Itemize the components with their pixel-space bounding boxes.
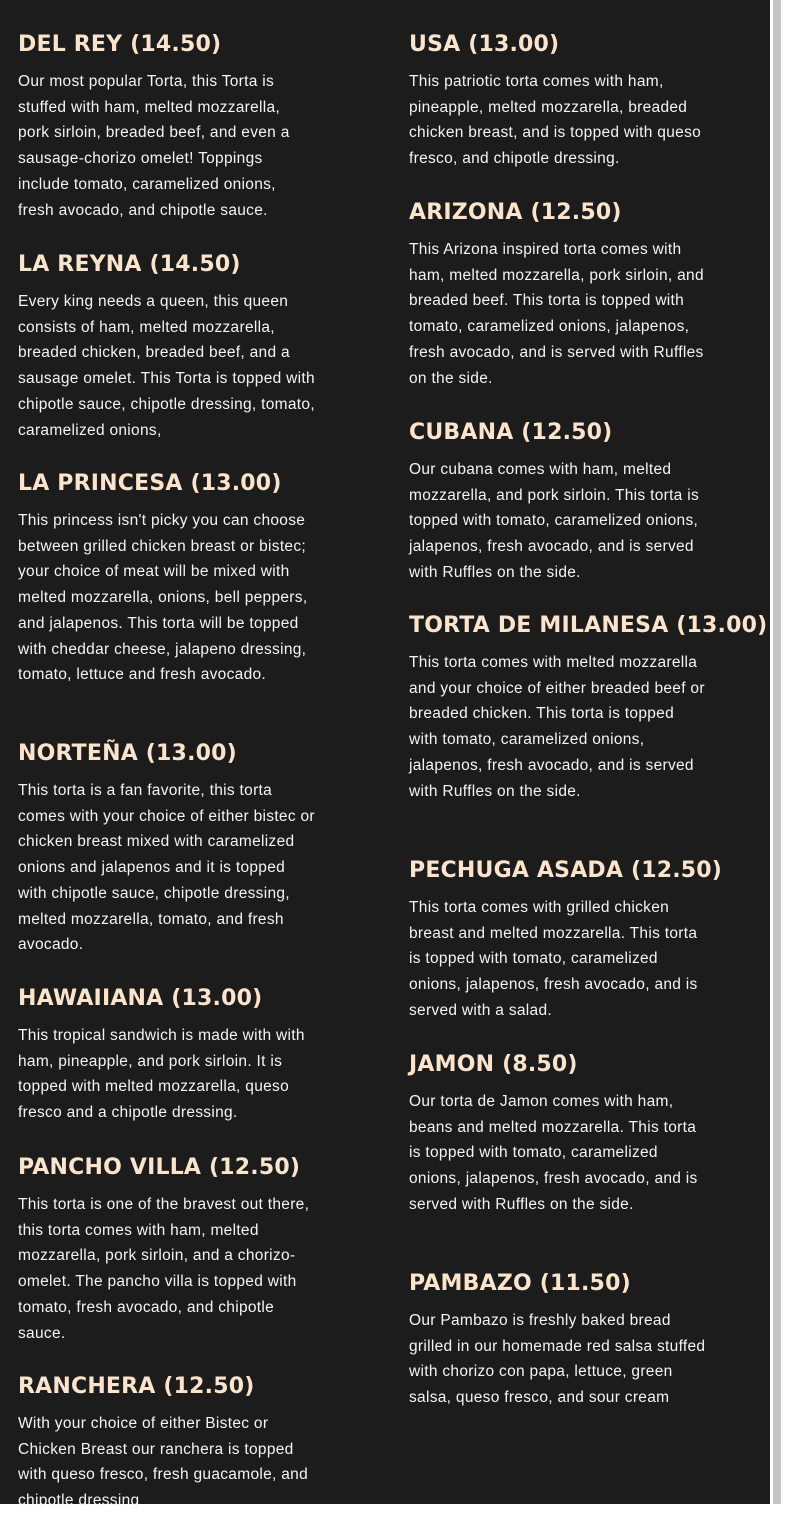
menu-item-pambazo (409, 1269, 707, 1411)
menu-item-del-rey (18, 30, 316, 223)
menu-item-pancho-villa (18, 1153, 316, 1346)
menu-item-title: RANCHERA (12.50) (18, 1374, 255, 1399)
menu-item-description: This torta is one of the bravest out there, this torta comes with ham, melted mozzarella, pork sirloin, and a chorizo-omelet. The pancho villa is topped with tomato, fresh avocado, and chipotle sauce. (18, 1196, 310, 1342)
menu-item-description: This Arizona inspired torta comes with ham, melted mozzarella, pork sirloin, and breaded beef. This torta is topped with tomato, caramelized onions, jalapenos, fresh avocado, and is served with Ruffles on the side. (409, 241, 704, 387)
menu-item-description: This tropical sandwich is made with with ham, pineapple, and pork sirloin. It is topped with melted mozzarella, queso fresco and a chipotle dressing. (18, 1027, 305, 1122)
menu-item-description: This torta comes with melted mozzarella and your choice of either breaded beef or breaded chicken. This torta is topped with tomato, caramelized onions, jalapenos, fresh avocado, and is served with Ruffles on the side. (409, 654, 705, 800)
menu-item-title: NORTEÑA (13.00) (18, 741, 237, 766)
menu-item-usa (409, 30, 707, 172)
menu-item-nortena (18, 739, 316, 958)
menu-item-ranchera (18, 1372, 316, 1514)
menu-item-title: PECHUGA ASADA (12.50) (409, 858, 723, 883)
menu-item-description: Our Pambazo is freshly baked bread grilled in our homemade red salsa stuffed with chorizo con papa, lettuce, green salsa, queso fresco, and sour cream (409, 1312, 706, 1407)
menu-item-title: LA PRINCESA (13.00) (18, 471, 282, 496)
menu-item-description: With your choice of either Bistec or Chicken Breast our ranchera is topped with queso fresco, fresh guacamole, and chipotle dressing (18, 1415, 308, 1510)
menu-item-description: Our most popular Torta, this Torta is stuffed with ham, melted mozzarella, pork sirloin, breaded beef, and even a sausage-chorizo omelet! Toppings include tomato, caramelized onions, fresh avocado, and chipotle sauce. (18, 73, 290, 219)
menu-item-description: This patriotic torta comes with ham, pineapple, melted mozzarella, breaded chicken breast, and is topped with queso fresco, and chipotle dressing. (409, 73, 702, 168)
menu-item-la-reyna (18, 250, 316, 443)
menu-item-jamon (409, 1050, 707, 1218)
menu-item-arizona (409, 198, 707, 391)
menu-item-la-princesa (18, 469, 316, 688)
menu-item-title: USA (13.00) (409, 32, 560, 57)
menu-item-title: TORTA DE MILANESA (13.00) (409, 613, 768, 638)
scrollbar-thumb[interactable] (773, 0, 781, 1504)
menu-item-title: ARIZONA (12.50) (409, 200, 622, 225)
menu-item-description: This princess isn't picky you can choose between grilled chicken breast or bistec; your choice of meat will be mixed with melted mozzarella, onions, bell peppers, and jalapenos. This torta will be topped with cheddar cheese, jalapeno dressing, tomato, lettuce and fresh avocado. (18, 512, 308, 684)
menu-item-description: This torta is a fan favorite, this torta comes with your choice of either bistec or chicken breast mixed with caramelized onions and jalapenos and it is topped with chipotle sauce, chipotle dressing, melted mozzarella, tomato, and fresh avocado. (18, 782, 315, 954)
menu-item-hawaiiana (18, 984, 316, 1126)
menu-item-description: Our torta de Jamon comes with ham, beans and melted mozzarella. This torta is topped with tomato, caramelized onions, jalapenos, fresh avocado, and is served with Ruffles on the side. (409, 1093, 698, 1213)
menu-item-title: JAMON (8.50) (409, 1052, 578, 1077)
menu-item-title: HAWAIIANA (13.00) (18, 986, 263, 1011)
menu-item-title: LA REYNA (14.50) (18, 252, 241, 277)
menu-item-pechuga-asada (409, 856, 722, 1024)
menu-item-torta-de-milanesa (409, 611, 767, 804)
menu-item-description: Our cubana comes with ham, melted mozzarella, and pork sirloin. This torta is topped with tomato, caramelized onions, jalapenos, fresh avocado, and is served with Ruffles on the side. (409, 461, 699, 581)
menu-item-title: CUBANA (12.50) (409, 420, 613, 445)
menu-item-cubana (409, 418, 707, 586)
menu-item-title: DEL REY (14.50) (18, 32, 222, 57)
menu-item-description: This torta comes with grilled chicken breast and melted mozzarella. This torta is topped with tomato, caramelized onions, jalapenos, fresh avocado, and is served with a salad. (409, 899, 698, 1019)
vertical-scrollbar[interactable] (770, 0, 785, 1504)
menu-item-title: PANCHO VILLA (12.50) (18, 1155, 301, 1180)
menu-item-title: PAMBAZO (11.50) (409, 1271, 631, 1296)
menu-item-description: Every king needs a queen, this queen consists of ham, melted mozzarella, breaded chicken, breaded beef, and a sausage omelet. This Torta is topped with chipotle sauce, chipotle dressing, tomato, caramelized onions, (18, 293, 315, 439)
